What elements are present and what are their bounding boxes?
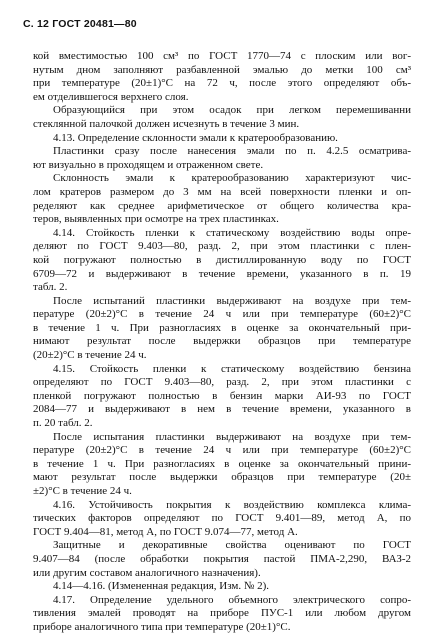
text-line: кой вместимостью 100 см³ по ГОСТ 1770—74 с плоским или вог- <box>33 50 411 62</box>
text-line: мают результат после выдержки образцов при температуре (20± <box>33 471 411 484</box>
text-line: в течение 1 ч. При разногласиях в оценке за окончательный прини- <box>33 457 411 470</box>
text-line: Защитные и декоративные свойства оценивают по ГОСТ <box>53 539 411 552</box>
text-line: приборе аналогичного типа при температуре (20±1)°С. <box>33 620 291 633</box>
text-line: нутым дном заполняют разбавленной эмалью до метки 100 см³ <box>33 63 411 76</box>
text-line: п. 20 табл. 2. <box>33 417 93 430</box>
text-line: определяют по ГОСТ 9.403—80, разд. 2, при этом пластинки с <box>33 376 411 389</box>
text-line: нимают результат после выдержки образцов при температуре <box>33 335 411 348</box>
text-line: табл. 2. <box>33 281 68 294</box>
text-line: ГОСТ 9.404—81, метод А, по ГОСТ 9.074—77, метод А. <box>33 525 298 538</box>
text-line: ют визуально в проходящем и отраженном свете. <box>33 158 264 171</box>
text-line: 4.14—4.16. (Измененная редакция, Изм. № 2). <box>53 580 270 593</box>
text-line: 4.17. Определение удельного объемного электрического сопро- <box>53 593 411 606</box>
page-header: С. 12 ГОСТ 20481—80 <box>23 18 137 30</box>
text-line: 6709—72 и выдерживают в течение времени, указанного в п. 19 <box>33 267 411 280</box>
text-line: тивления эмалей проводят на приборе ПУС-1 или любом другом <box>33 607 411 620</box>
text-line: теров, выявленных при осмотре на трех пластинках. <box>33 213 279 226</box>
text-line: 4.14. Стойкость пленки к статическому воздействию воды опре- <box>53 226 411 239</box>
text-line: или другим составом аналогичного назначения). <box>33 566 261 579</box>
text-line: пленкой погружают полностью в бензин марки АИ-93 по ГОСТ <box>33 389 411 402</box>
text-line: После испытаний пластинки выдерживают на воздухе при тем- <box>53 294 411 307</box>
text-line: лом кратеров размером до 3 мм на всей поверхности пленки и оп- <box>33 185 411 198</box>
text-line: (20±2)°С в течение 24 ч. <box>33 349 147 362</box>
text-line: 9.407—84 (после обработки покрытия пастой ПМА-2,290, ВАЗ-2 <box>33 552 411 565</box>
text-line: Склонность эмали к кратерообразованию характеризуют чис- <box>53 172 411 185</box>
text-line: пературе (20±2)°С в течение 24 ч или при температуре (60±2)°С <box>33 308 411 321</box>
text-line: пературе (20±2)°С в течение 24 ч или при температуре (60±2)°С <box>33 444 411 457</box>
text-line: ем отделившегося верхнего слоя. <box>33 90 189 103</box>
text-line: тических факторов определяют по ГОСТ 9.401—89, метод А, по <box>33 512 411 525</box>
text-line: 2084—77 и выдерживают в нем в течение времени, указанного в <box>33 403 411 416</box>
text-line: После испытания пластинки выдерживают на воздухе при тем- <box>53 430 411 443</box>
document-body <box>33 50 411 635</box>
text-line: ±2)°С в течение 24 ч. <box>33 485 132 497</box>
text-line: при температуре (20±1)°С на 72 ч, после этого определяют объ- <box>33 77 411 90</box>
text-line: деляют по ГОСТ 9.403—80, разд. 2, при этом пластинки с плен- <box>33 240 411 253</box>
text-line: стеклянной палочкой должен исчезнуть в течение 3 мин. <box>33 117 300 130</box>
text-line: ределяют как среднее арифметическое от общего количества кра- <box>33 199 411 212</box>
text-line: в течение 1 ч. При разногласиях в оценке за окончательный при- <box>33 321 411 334</box>
text-line: 4.15. Стойкость пленки к статическому воздействию бензина <box>53 362 411 375</box>
text-line: кой погружают полностью в дистиллированную воду по ГОСТ <box>33 253 411 266</box>
text-line: 4.13. Определение склонности эмали к кратерообразованию. <box>53 131 338 144</box>
text-line: Образующийся при этом осадок при легком перемешиванни <box>53 104 411 117</box>
text-line: Пластинки сразу после нанесения эмали по п. 4.2.5 осматрива- <box>53 145 411 158</box>
text-line: 4.16. Устойчивость покрытия к воздействию комплекса клима- <box>53 498 411 511</box>
